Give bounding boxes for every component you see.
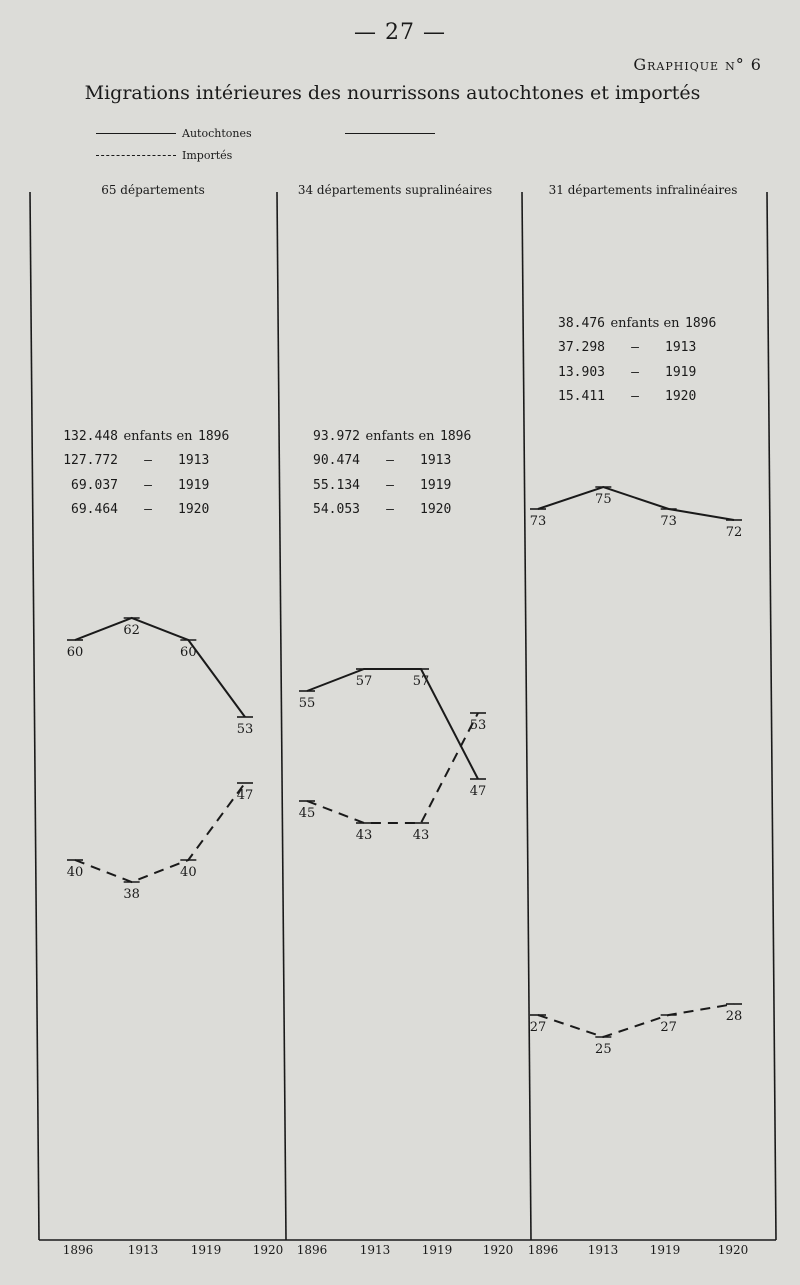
series-line-autochtones <box>75 618 245 717</box>
data-label: 43 <box>412 828 430 843</box>
count-num: 69.037 <box>71 477 118 493</box>
data-label: 55 <box>298 696 316 711</box>
count-mid: — <box>631 364 639 380</box>
data-label: 73 <box>529 514 547 529</box>
data-label: 53 <box>236 722 254 737</box>
count-mid: — <box>386 502 394 518</box>
count-row <box>300 473 515 498</box>
data-label: 72 <box>725 525 743 540</box>
count-row <box>300 449 515 474</box>
count-year: 1919 <box>420 477 452 493</box>
count-row <box>545 385 760 410</box>
count-num: 38.476 <box>558 315 605 331</box>
x-tick-label: 1896 <box>527 1243 559 1257</box>
panel-heading: 65 départements <box>101 183 205 197</box>
count-table <box>58 424 273 522</box>
count-mid: — <box>386 453 394 469</box>
count-mid: — <box>144 453 152 469</box>
count-row <box>300 498 515 523</box>
chart-title: Migrations intérieures des nourrissons autochtones et importés <box>84 82 701 104</box>
count-year: 1920 <box>665 389 697 405</box>
count-year: 1920 <box>420 502 452 518</box>
data-label: 27 <box>529 1020 547 1035</box>
x-tick-label: 1919 <box>421 1243 453 1257</box>
data-label: 57 <box>412 674 430 689</box>
data-label: 47 <box>469 784 487 799</box>
data-label: 75 <box>595 492 612 507</box>
count-row <box>58 473 273 498</box>
data-label: 60 <box>180 645 197 660</box>
count-mid: — <box>144 502 152 518</box>
data-label: 47 <box>236 788 254 803</box>
count-mid: — <box>386 477 394 493</box>
count-year: 1896 <box>440 428 472 444</box>
x-tick-label: 1913 <box>587 1243 619 1257</box>
count-row <box>58 424 273 449</box>
panel-heading: 31 départements infralinéaires <box>548 183 738 197</box>
count-num: 13.903 <box>558 364 605 380</box>
count-mid: — <box>144 477 152 493</box>
count-table <box>545 311 760 409</box>
series-line-importés <box>538 1004 734 1037</box>
x-tick-label: 1920 <box>252 1243 284 1257</box>
count-mid: enfants en <box>610 315 680 331</box>
count-mid: enfants en <box>365 428 435 444</box>
count-num: 55.134 <box>313 477 360 493</box>
panel-divider-0 <box>30 192 39 1240</box>
count-num: 93.972 <box>313 428 360 444</box>
legend-label-importes: Importés <box>182 148 233 162</box>
count-mid: enfants en <box>123 428 193 444</box>
count-year: 1920 <box>178 502 210 518</box>
page-number: — 27 — <box>354 20 446 45</box>
panel-heading: 34 départements supralinéaires <box>297 183 493 197</box>
count-num: 90.474 <box>313 453 360 469</box>
x-tick-label: 1896 <box>296 1243 328 1257</box>
data-label: 73 <box>660 514 677 529</box>
series-line-autochtones <box>538 487 734 520</box>
count-num: 132.448 <box>63 428 118 444</box>
count-row <box>58 449 273 474</box>
count-row <box>545 360 760 385</box>
data-label: 60 <box>66 645 84 660</box>
x-tick-label: 1920 <box>482 1243 514 1257</box>
count-num: 15.411 <box>558 389 605 405</box>
panel-divider-3 <box>767 192 776 1240</box>
data-label: 62 <box>123 623 140 638</box>
data-label: 53 <box>469 718 487 733</box>
count-row <box>545 336 760 361</box>
count-num: 54.053 <box>313 502 360 518</box>
x-tick-label: 1920 <box>717 1243 749 1257</box>
data-label: 45 <box>298 806 316 821</box>
count-row <box>58 498 273 523</box>
panel-divider-2 <box>522 192 531 1240</box>
count-year: 1919 <box>178 477 210 493</box>
data-label: 43 <box>355 828 373 843</box>
count-year: 1896 <box>198 428 230 444</box>
x-tick-label: 1896 <box>62 1243 94 1257</box>
count-mid: — <box>631 389 639 405</box>
data-label: 40 <box>66 865 84 880</box>
count-mid: — <box>631 340 639 356</box>
x-tick-label: 1913 <box>127 1243 159 1257</box>
graph-label: Graphique n° 6 <box>633 55 762 74</box>
count-num: 69.464 <box>71 502 118 518</box>
count-year: 1919 <box>665 364 697 380</box>
count-year: 1896 <box>685 315 717 331</box>
count-num: 127.772 <box>63 453 118 469</box>
data-label: 28 <box>725 1009 743 1024</box>
series-line-autochtones <box>307 669 478 779</box>
x-tick-label: 1919 <box>649 1243 681 1257</box>
count-table <box>300 424 515 522</box>
x-tick-label: 1919 <box>190 1243 222 1257</box>
legend-label-autochtones: Autochtones <box>182 126 252 140</box>
count-year: 1913 <box>420 453 452 469</box>
count-year: 1913 <box>665 340 697 356</box>
count-row <box>545 311 760 336</box>
data-label: 25 <box>595 1042 612 1057</box>
count-num: 37.298 <box>558 340 605 356</box>
count-year: 1913 <box>178 453 210 469</box>
panel-divider-1 <box>277 192 286 1240</box>
data-label: 57 <box>355 674 373 689</box>
data-label: 40 <box>180 865 197 880</box>
x-tick-label: 1913 <box>359 1243 391 1257</box>
series-line-importés <box>75 783 245 882</box>
data-label: 27 <box>660 1020 677 1035</box>
data-label: 38 <box>123 887 140 902</box>
count-row <box>300 424 515 449</box>
